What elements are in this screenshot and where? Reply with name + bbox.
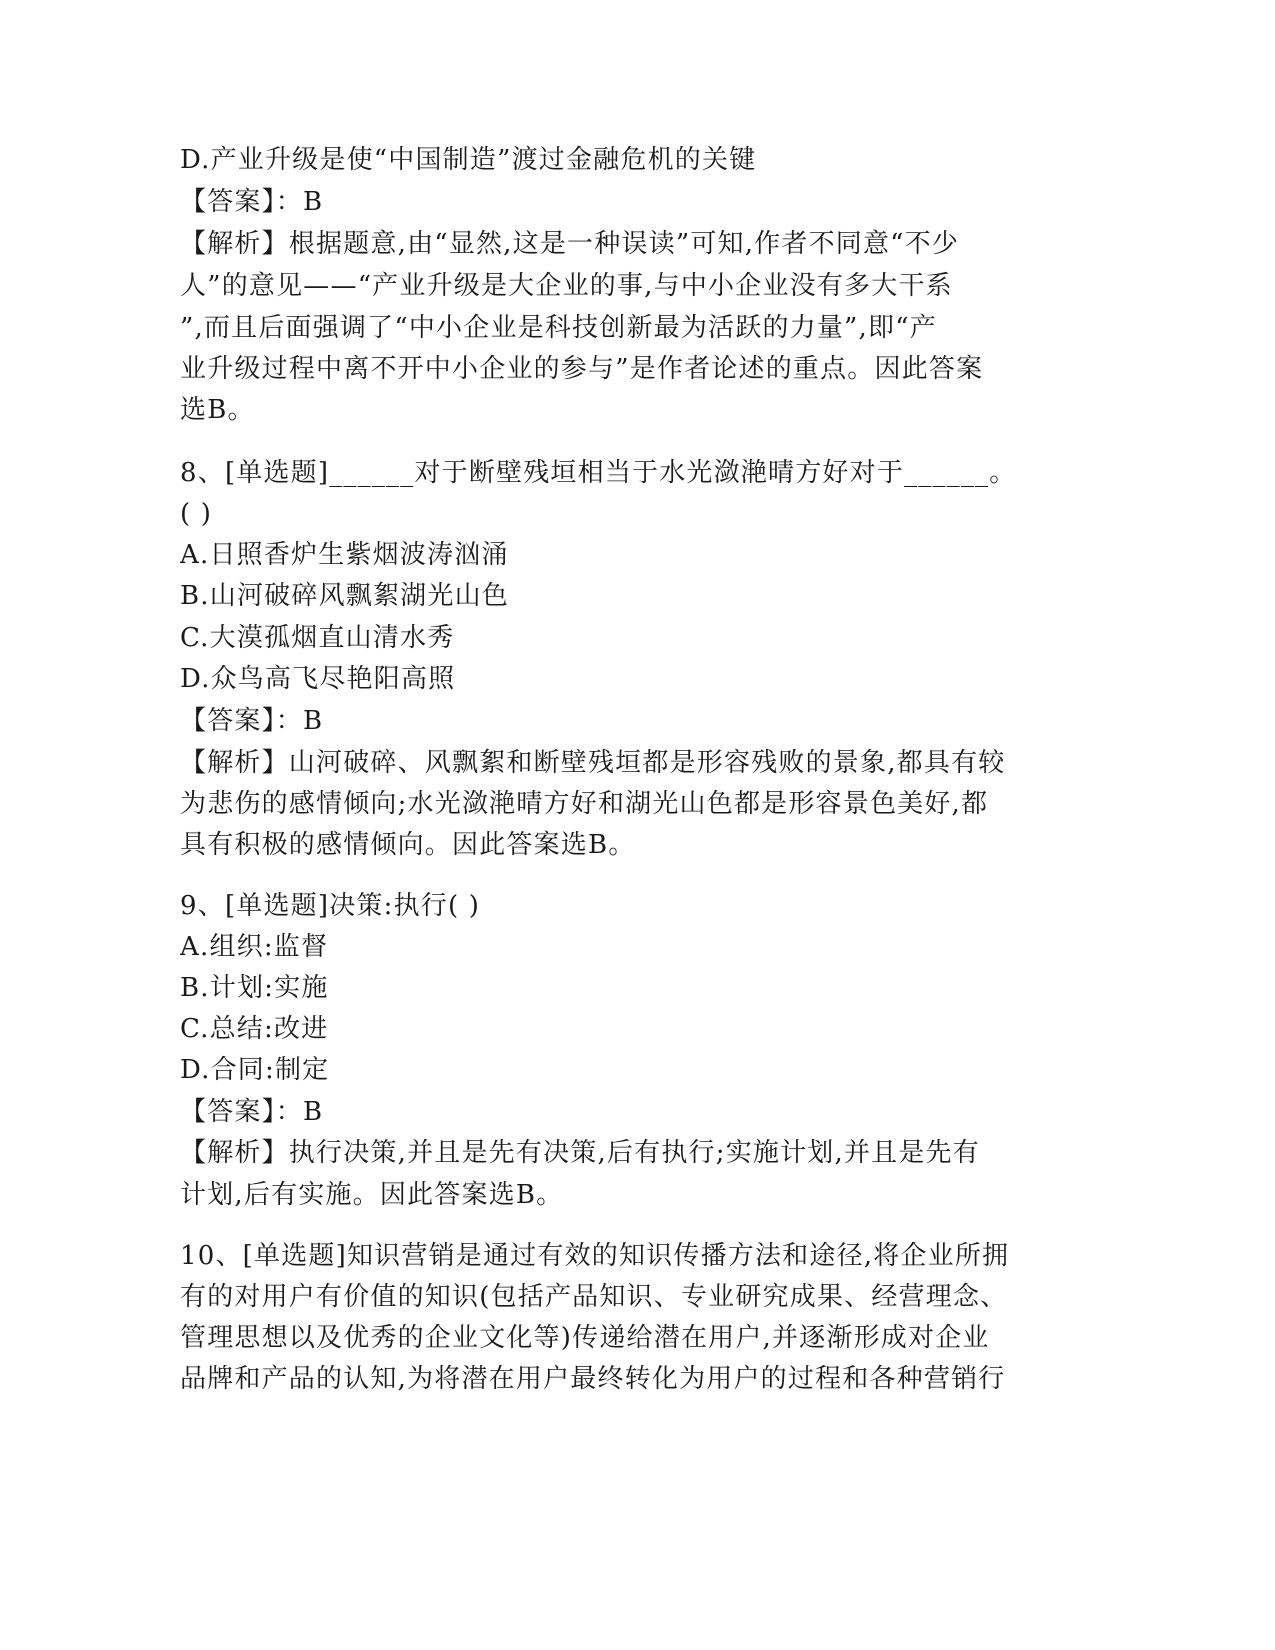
q8-analysis-line-2: 为悲伤的感情倾向;水光潋滟晴方好和湖光山色都是形容景色美好,都 — [180, 789, 989, 819]
q10-stem-line-2: 有的对用户有价值的知识(包括产品知识、专业研究成果、经营理念、 — [180, 1282, 1008, 1312]
q8-option-c: C.大漠孤烟直山清水秀 — [180, 623, 455, 653]
q7-analysis-line-5: 选B。 — [180, 395, 255, 425]
q10-stem-line-3: 管理思想以及优秀的企业文化等)传递给潜在用户,并逐渐形成对企业 — [180, 1323, 990, 1353]
q10-stem-line-1: 10、[单选题]知识营销是通过有效的知识传播方法和途径,将企业所拥 — [180, 1241, 1010, 1271]
q8-option-b: B.山河破碎风飘絮湖光山色 — [180, 581, 509, 611]
q7-analysis-line-1: 【解析】根据题意,由“显然,这是一种误读”可知,作者不同意“不少 — [180, 229, 960, 259]
q7-option-d: D.产业升级是使“中国制造”渡过金融危机的关键 — [180, 145, 757, 175]
q9-analysis-line-1: 【解析】执行决策,并且是先有决策,后有执行;实施计划,并且是先有 — [180, 1138, 980, 1168]
q9-option-c: C.总结:改进 — [180, 1014, 329, 1044]
q8-analysis-line-1: 【解析】山河破碎、风飘絮和断壁残垣都是形容残败的景象,都具有较 — [180, 748, 1006, 778]
q8-stem-line-2: ( ) — [180, 499, 213, 529]
q7-analysis-line-2: 人”的意见——“产业升级是大企业的事,与中小企业没有多大干系 — [180, 271, 953, 301]
q7-analysis-line-3: ”,而且后面强调了“中小企业是科技创新最为活跃的力量”,即“产 — [180, 313, 937, 343]
q8-stem-line-1: 8、[单选题]______对于断壁残垣相当于水光潋滟晴方好对于______。 — [180, 458, 1017, 488]
q7-answer: 【答案】：B — [180, 187, 324, 217]
document-page — [180, 0, 1030, 1650]
q9-option-a: A.组织:监督 — [180, 932, 329, 962]
q9-option-d: D.合同:制定 — [180, 1055, 330, 1085]
q8-answer: 【答案】：B — [180, 706, 324, 736]
q8-option-a: A.日照香炉生紫烟波涛汹涌 — [180, 540, 509, 570]
q7-analysis-line-4: 业升级过程中离不开中小企业的参与”是作者论述的重点。因此答案 — [180, 354, 984, 384]
q8-option-d: D.众鸟高飞尽艳阳高照 — [180, 664, 456, 694]
q10-stem-line-4: 品牌和产品的认知,为将潜在用户最终转化为用户的过程和各种营销行 — [180, 1364, 1006, 1394]
q9-analysis-line-2: 计划,后有实施。因此答案选B。 — [180, 1180, 564, 1210]
q9-stem: 9、[单选题]决策:执行( ) — [180, 891, 481, 921]
q9-option-b: B.计划:实施 — [180, 973, 329, 1003]
q8-analysis-line-3: 具有积极的感情倾向。因此答案选B。 — [180, 830, 636, 860]
q9-answer: 【答案】：B — [180, 1097, 324, 1127]
